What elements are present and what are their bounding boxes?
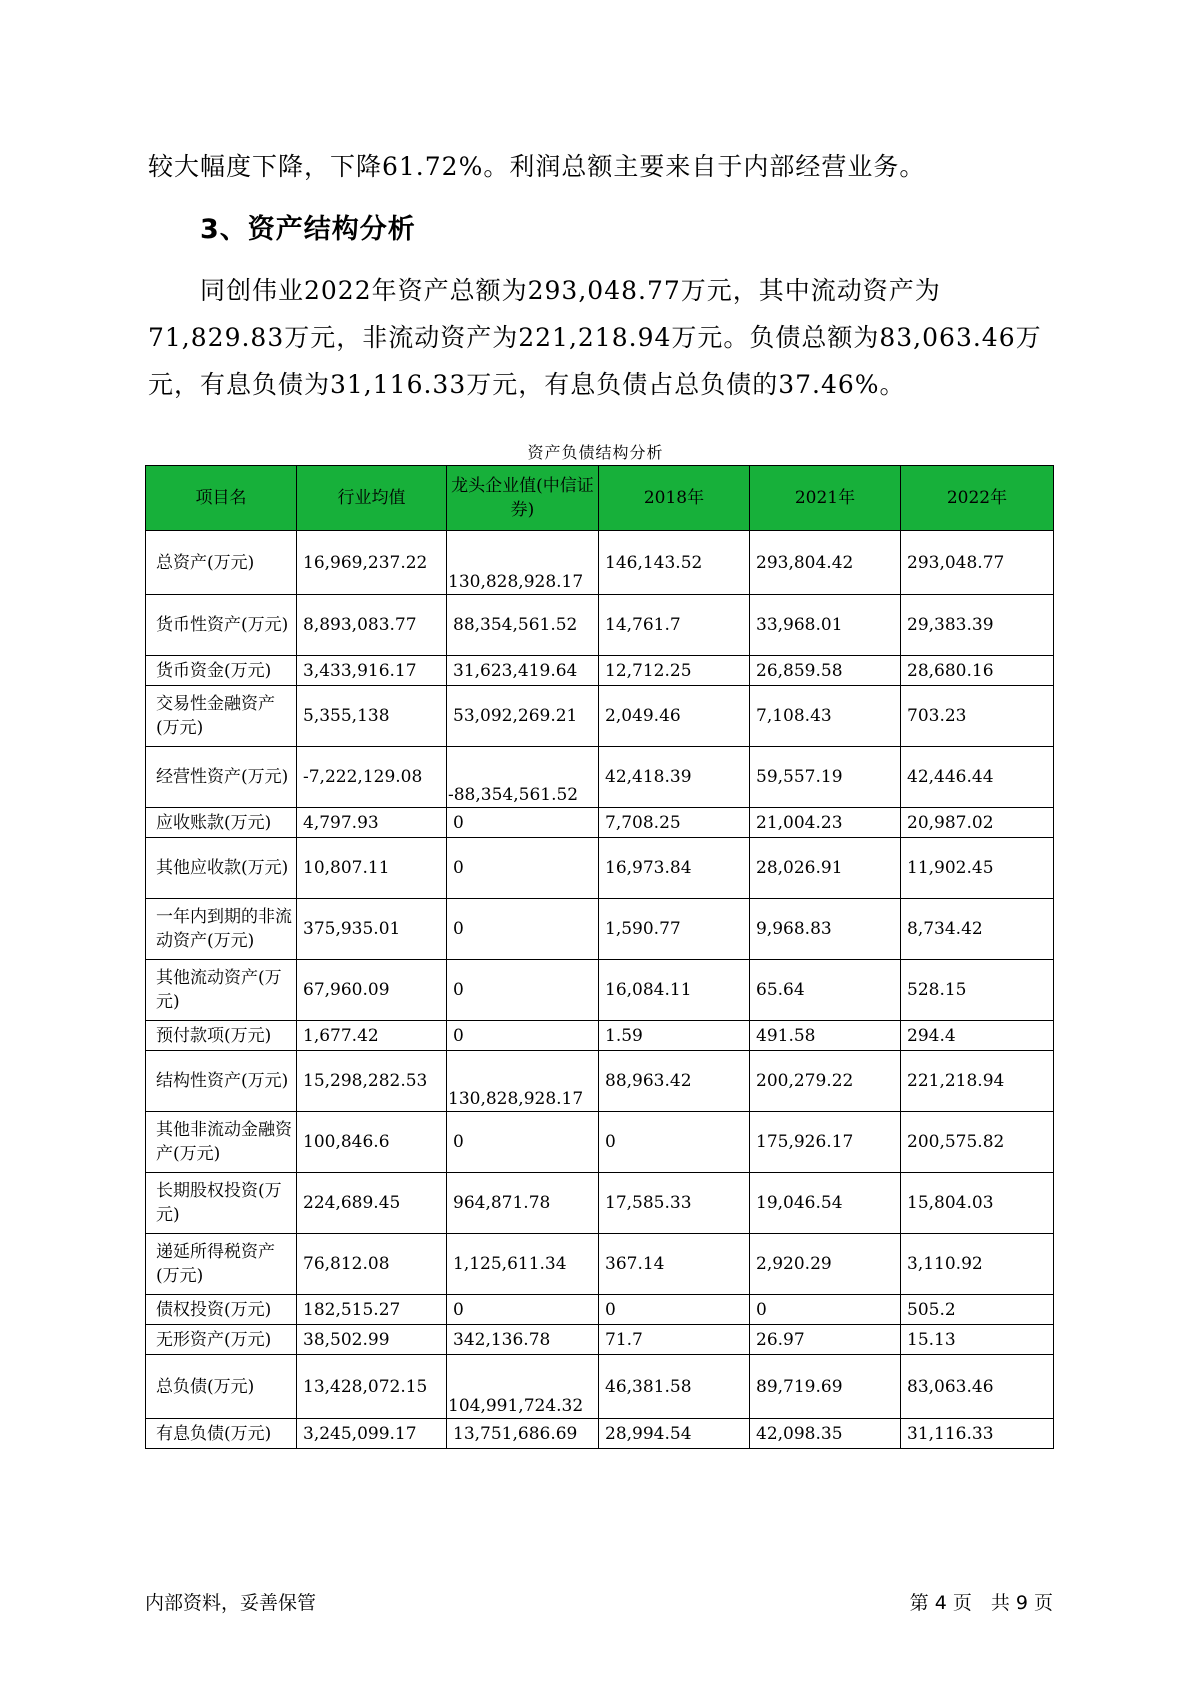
- leader-value-cell: 0: [447, 960, 599, 1021]
- leader-value-cell: 0: [447, 838, 599, 899]
- value-2021-cell: 65.64: [750, 960, 901, 1021]
- value-2022-cell: 42,446.44: [901, 747, 1054, 808]
- table-body: [146, 531, 1054, 1449]
- leader-value-cell: 0: [447, 1112, 599, 1173]
- table-row: [146, 838, 1054, 899]
- item-name-cell: 其他应收款(万元): [146, 838, 297, 899]
- value-2018-cell: 14,761.7: [599, 595, 750, 656]
- industry-avg-cell: 38,502.99: [297, 1325, 447, 1355]
- footer-page-number: 第 4 页 共 9 页: [909, 1592, 1053, 1614]
- industry-avg-cell: 8,893,083.77: [297, 595, 447, 656]
- value-2022-cell: 31,116.33: [901, 1419, 1054, 1449]
- value-2021-cell: 200,279.22: [750, 1051, 901, 1112]
- value-2021-cell: 26,859.58: [750, 656, 901, 686]
- leader-value-cell: 130,828,928.17: [447, 1051, 599, 1112]
- industry-avg-cell: 5,355,138: [297, 686, 447, 747]
- item-name-cell: 交易性金融资产(万元): [146, 686, 297, 747]
- value-2022-cell: 28,680.16: [901, 656, 1054, 686]
- industry-avg-cell: 375,935.01: [297, 899, 447, 960]
- industry-avg-cell: 182,515.27: [297, 1295, 447, 1325]
- value-2018-cell: 88,963.42: [599, 1051, 750, 1112]
- table-row: [146, 531, 1054, 595]
- header-leader-value: 龙头企业值(中信证券): [447, 466, 599, 531]
- table-header-row: [146, 466, 1054, 531]
- value-2022-cell: 3,110.92: [901, 1234, 1054, 1295]
- value-2022-cell: 221,218.94: [901, 1051, 1054, 1112]
- value-2021-cell: 59,557.19: [750, 747, 901, 808]
- industry-avg-cell: 16,969,237.22: [297, 531, 447, 595]
- value-2022-cell: 20,987.02: [901, 808, 1054, 838]
- item-name-cell: 递延所得税资产(万元): [146, 1234, 297, 1295]
- value-2022-cell: 11,902.45: [901, 838, 1054, 899]
- item-name-cell: 预付款项(万元): [146, 1021, 297, 1051]
- item-name-cell: 总资产(万元): [146, 531, 297, 595]
- item-name-cell: 应收账款(万元): [146, 808, 297, 838]
- header-2022: 2022年: [901, 466, 1054, 531]
- industry-avg-cell: 3,433,916.17: [297, 656, 447, 686]
- table-row: [146, 1419, 1054, 1449]
- item-name-cell: 货币资金(万元): [146, 656, 297, 686]
- item-name-cell: 一年内到期的非流动资产(万元): [146, 899, 297, 960]
- value-2018-cell: 1,590.77: [599, 899, 750, 960]
- industry-avg-cell: 76,812.08: [297, 1234, 447, 1295]
- value-2022-cell: 83,063.46: [901, 1355, 1054, 1419]
- value-2018-cell: 16,084.11: [599, 960, 750, 1021]
- leader-value-cell: 964,871.78: [447, 1173, 599, 1234]
- industry-avg-cell: 67,960.09: [297, 960, 447, 1021]
- leader-value-cell: 342,136.78: [447, 1325, 599, 1355]
- value-2021-cell: 89,719.69: [750, 1355, 901, 1419]
- value-2022-cell: 29,383.39: [901, 595, 1054, 656]
- value-2021-cell: 491.58: [750, 1021, 901, 1051]
- industry-avg-cell: 4,797.93: [297, 808, 447, 838]
- table-row: [146, 960, 1054, 1021]
- industry-avg-cell: 15,298,282.53: [297, 1051, 447, 1112]
- item-name-cell: 债权投资(万元): [146, 1295, 297, 1325]
- value-2021-cell: 175,926.17: [750, 1112, 901, 1173]
- value-2018-cell: 146,143.52: [599, 531, 750, 595]
- header-2018: 2018年: [599, 466, 750, 531]
- table-row: [146, 1021, 1054, 1051]
- industry-avg-cell: 10,807.11: [297, 838, 447, 899]
- table-row: [146, 1295, 1054, 1325]
- value-2018-cell: 28,994.54: [599, 1419, 750, 1449]
- value-2021-cell: 21,004.23: [750, 808, 901, 838]
- value-2022-cell: 200,575.82: [901, 1112, 1054, 1173]
- paragraph-line-3: 元，有息负债为31,116.33万元，有息负债占总负债的37.46%。: [148, 370, 906, 399]
- value-2018-cell: 1.59: [599, 1021, 750, 1051]
- value-2018-cell: 0: [599, 1295, 750, 1325]
- table-row: [146, 1234, 1054, 1295]
- table-row: [146, 656, 1054, 686]
- table-row: [146, 1112, 1054, 1173]
- item-name-cell: 其他流动资产(万元): [146, 960, 297, 1021]
- leader-value-cell: 1,125,611.34: [447, 1234, 599, 1295]
- value-2022-cell: 703.23: [901, 686, 1054, 747]
- value-2018-cell: 42,418.39: [599, 747, 750, 808]
- value-2018-cell: 16,973.84: [599, 838, 750, 899]
- item-name-cell: 结构性资产(万元): [146, 1051, 297, 1112]
- value-2021-cell: 42,098.35: [750, 1419, 901, 1449]
- paragraph-line-1: 同创伟业2022年资产总额为293,048.77万元，其中流动资产为: [148, 276, 941, 305]
- value-2018-cell: 0: [599, 1112, 750, 1173]
- industry-avg-cell: 1,677.42: [297, 1021, 447, 1051]
- value-2022-cell: 8,734.42: [901, 899, 1054, 960]
- value-2022-cell: 293,048.77: [901, 531, 1054, 595]
- value-2018-cell: 7,708.25: [599, 808, 750, 838]
- table-caption: 资产负债结构分析: [527, 443, 664, 462]
- industry-avg-cell: 100,846.6: [297, 1112, 447, 1173]
- industry-avg-cell: -7,222,129.08: [297, 747, 447, 808]
- value-2022-cell: 15,804.03: [901, 1173, 1054, 1234]
- footer-confidential: 内部资料，妥善保管: [145, 1592, 317, 1614]
- table-row: [146, 686, 1054, 747]
- industry-avg-cell: 224,689.45: [297, 1173, 447, 1234]
- item-name-cell: 有息负债(万元): [146, 1419, 297, 1449]
- table-row: [146, 1173, 1054, 1234]
- leader-value-cell: 0: [447, 899, 599, 960]
- leader-value-cell: 88,354,561.52: [447, 595, 599, 656]
- value-2021-cell: 19,046.54: [750, 1173, 901, 1234]
- value-2022-cell: 528.15: [901, 960, 1054, 1021]
- leader-value-cell: 0: [447, 808, 599, 838]
- header-industry-avg: 行业均值: [297, 466, 447, 531]
- table-row: [146, 595, 1054, 656]
- leader-value-cell: 104,991,724.32: [447, 1355, 599, 1419]
- item-name-cell: 经营性资产(万元): [146, 747, 297, 808]
- item-name-cell: 货币性资产(万元): [146, 595, 297, 656]
- table-row: [146, 1355, 1054, 1419]
- leader-value-cell: 130,828,928.17: [447, 531, 599, 595]
- table-row: [146, 808, 1054, 838]
- leader-value-cell: 53,092,269.21: [447, 686, 599, 747]
- value-2018-cell: 2,049.46: [599, 686, 750, 747]
- table-row: [146, 747, 1054, 808]
- value-2021-cell: 26.97: [750, 1325, 901, 1355]
- value-2018-cell: 71.7: [599, 1325, 750, 1355]
- item-name-cell: 其他非流动金融资产(万元): [146, 1112, 297, 1173]
- value-2021-cell: 293,804.42: [750, 531, 901, 595]
- value-2021-cell: 7,108.43: [750, 686, 901, 747]
- leader-value-cell: 0: [447, 1021, 599, 1051]
- value-2022-cell: 505.2: [901, 1295, 1054, 1325]
- leader-value-cell: 31,623,419.64: [447, 656, 599, 686]
- value-2021-cell: 28,026.91: [750, 838, 901, 899]
- item-name-cell: 总负债(万元): [146, 1355, 297, 1419]
- table-row: [146, 1051, 1054, 1112]
- value-2021-cell: 33,968.01: [750, 595, 901, 656]
- value-2018-cell: 17,585.33: [599, 1173, 750, 1234]
- value-2018-cell: 367.14: [599, 1234, 750, 1295]
- section-heading: 3、资产结构分析: [200, 214, 416, 245]
- value-2021-cell: 0: [750, 1295, 901, 1325]
- item-name-cell: 无形资产(万元): [146, 1325, 297, 1355]
- table-row: [146, 1325, 1054, 1355]
- value-2022-cell: 15.13: [901, 1325, 1054, 1355]
- leader-value-cell: 13,751,686.69: [447, 1419, 599, 1449]
- value-2022-cell: 294.4: [901, 1021, 1054, 1051]
- leader-value-cell: 0: [447, 1295, 599, 1325]
- value-2021-cell: 9,968.83: [750, 899, 901, 960]
- header-2021: 2021年: [750, 466, 901, 531]
- paragraph-line-2: 71,829.83万元，非流动资产为221,218.94万元。负债总额为83,063.46万: [148, 323, 1042, 352]
- industry-avg-cell: 13,428,072.15: [297, 1355, 447, 1419]
- industry-avg-cell: 3,245,099.17: [297, 1419, 447, 1449]
- balance-sheet-table: [145, 465, 1054, 1449]
- leader-value-cell: -88,354,561.52: [447, 747, 599, 808]
- continuation-line: 较大幅度下降，下降61.72%。利润总额主要来自于内部经营业务。: [148, 152, 926, 181]
- value-2021-cell: 2,920.29: [750, 1234, 901, 1295]
- value-2018-cell: 46,381.58: [599, 1355, 750, 1419]
- item-name-cell: 长期股权投资(万元): [146, 1173, 297, 1234]
- header-item-name: 项目名: [146, 466, 297, 531]
- value-2018-cell: 12,712.25: [599, 656, 750, 686]
- table-row: [146, 899, 1054, 960]
